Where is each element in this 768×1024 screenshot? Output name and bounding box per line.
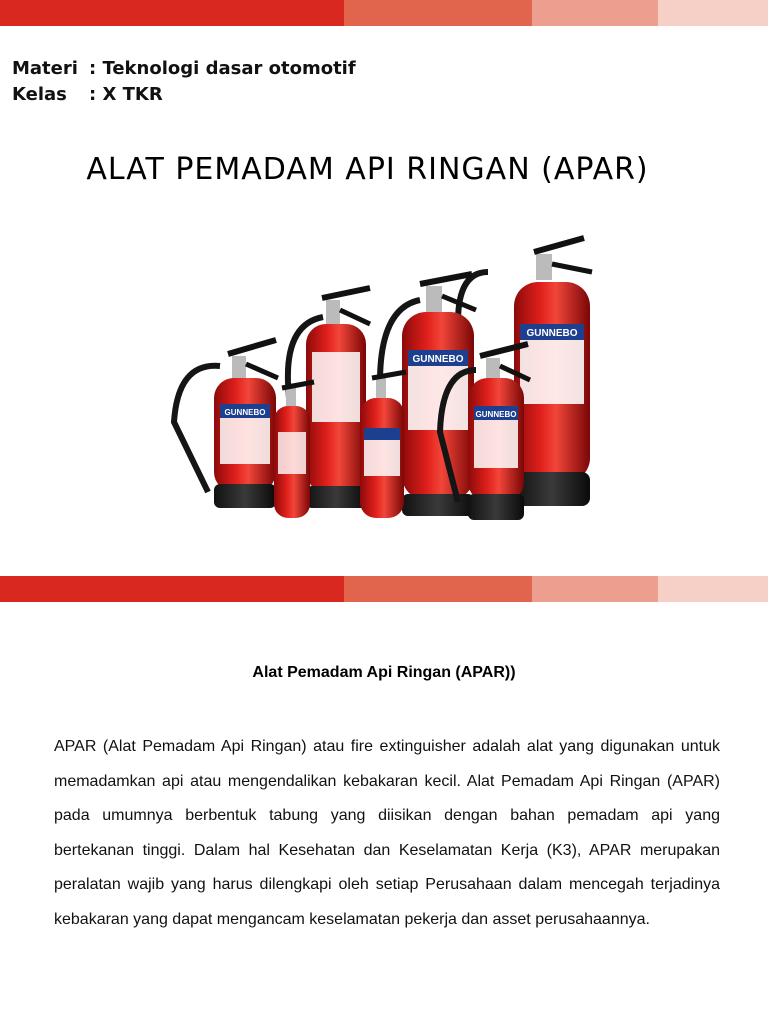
fire-extinguishers-image (158, 232, 598, 532)
svg-text:GUNNEBO: GUNNEBO (224, 408, 266, 417)
stripe-segment (532, 0, 658, 26)
stripe-segment (658, 576, 768, 602)
extinguisher-icon (360, 372, 406, 518)
svg-text:GUNNEBO: GUNNEBO (475, 410, 517, 419)
stripe-segment (532, 576, 658, 602)
document-heading: Alat Pemadam Api Ringan (APAR)) (252, 664, 516, 681)
svg-text:GUNNEBO: GUNNEBO (526, 328, 578, 339)
kelas-row (12, 82, 356, 108)
extinguisher-icon (174, 340, 278, 508)
kelas-label: Kelas (12, 84, 67, 105)
materi-row (12, 56, 356, 82)
stripe-segment (344, 0, 532, 26)
document-paragraph: APAR (Alat Pemadam Api Ringan) atau fire extinguisher adalah alat yang digunakan untuk memadamkan api atau mengendalikan kebakaran kecil. Alat Pemadam Api Ringan (APAR) pada umumnya berbentuk tabung yang diisikan dengan bahan pemadam api yang bertekanan tinggi. Dalam hal Kesehatan dan Keselamatan Kerja (K3), APAR merupakan peralatan wajib yang harus dilengkapi oleh setiap Perusahaan dalam mencegah terjadinya kebakaran yang dapat mengancam keselamatan pekerja dan asset perusahaannya. (54, 738, 720, 928)
materi-value: : Teknologi dasar otomotif (89, 58, 356, 79)
materi-label: Materi (12, 58, 78, 79)
top-color-stripe (0, 0, 768, 26)
document-page (0, 602, 768, 1024)
stripe-segment (344, 576, 532, 602)
bottom-color-stripe (0, 576, 768, 602)
svg-text:GUNNEBO: GUNNEBO (412, 354, 464, 365)
slide-title: ALAT PEMADAM API RINGAN (APAR) (86, 152, 649, 187)
kelas-value: : X TKR (89, 84, 163, 105)
stripe-segment (0, 576, 344, 602)
stripe-segment (658, 0, 768, 26)
course-info (12, 56, 356, 108)
stripe-segment (0, 0, 344, 26)
